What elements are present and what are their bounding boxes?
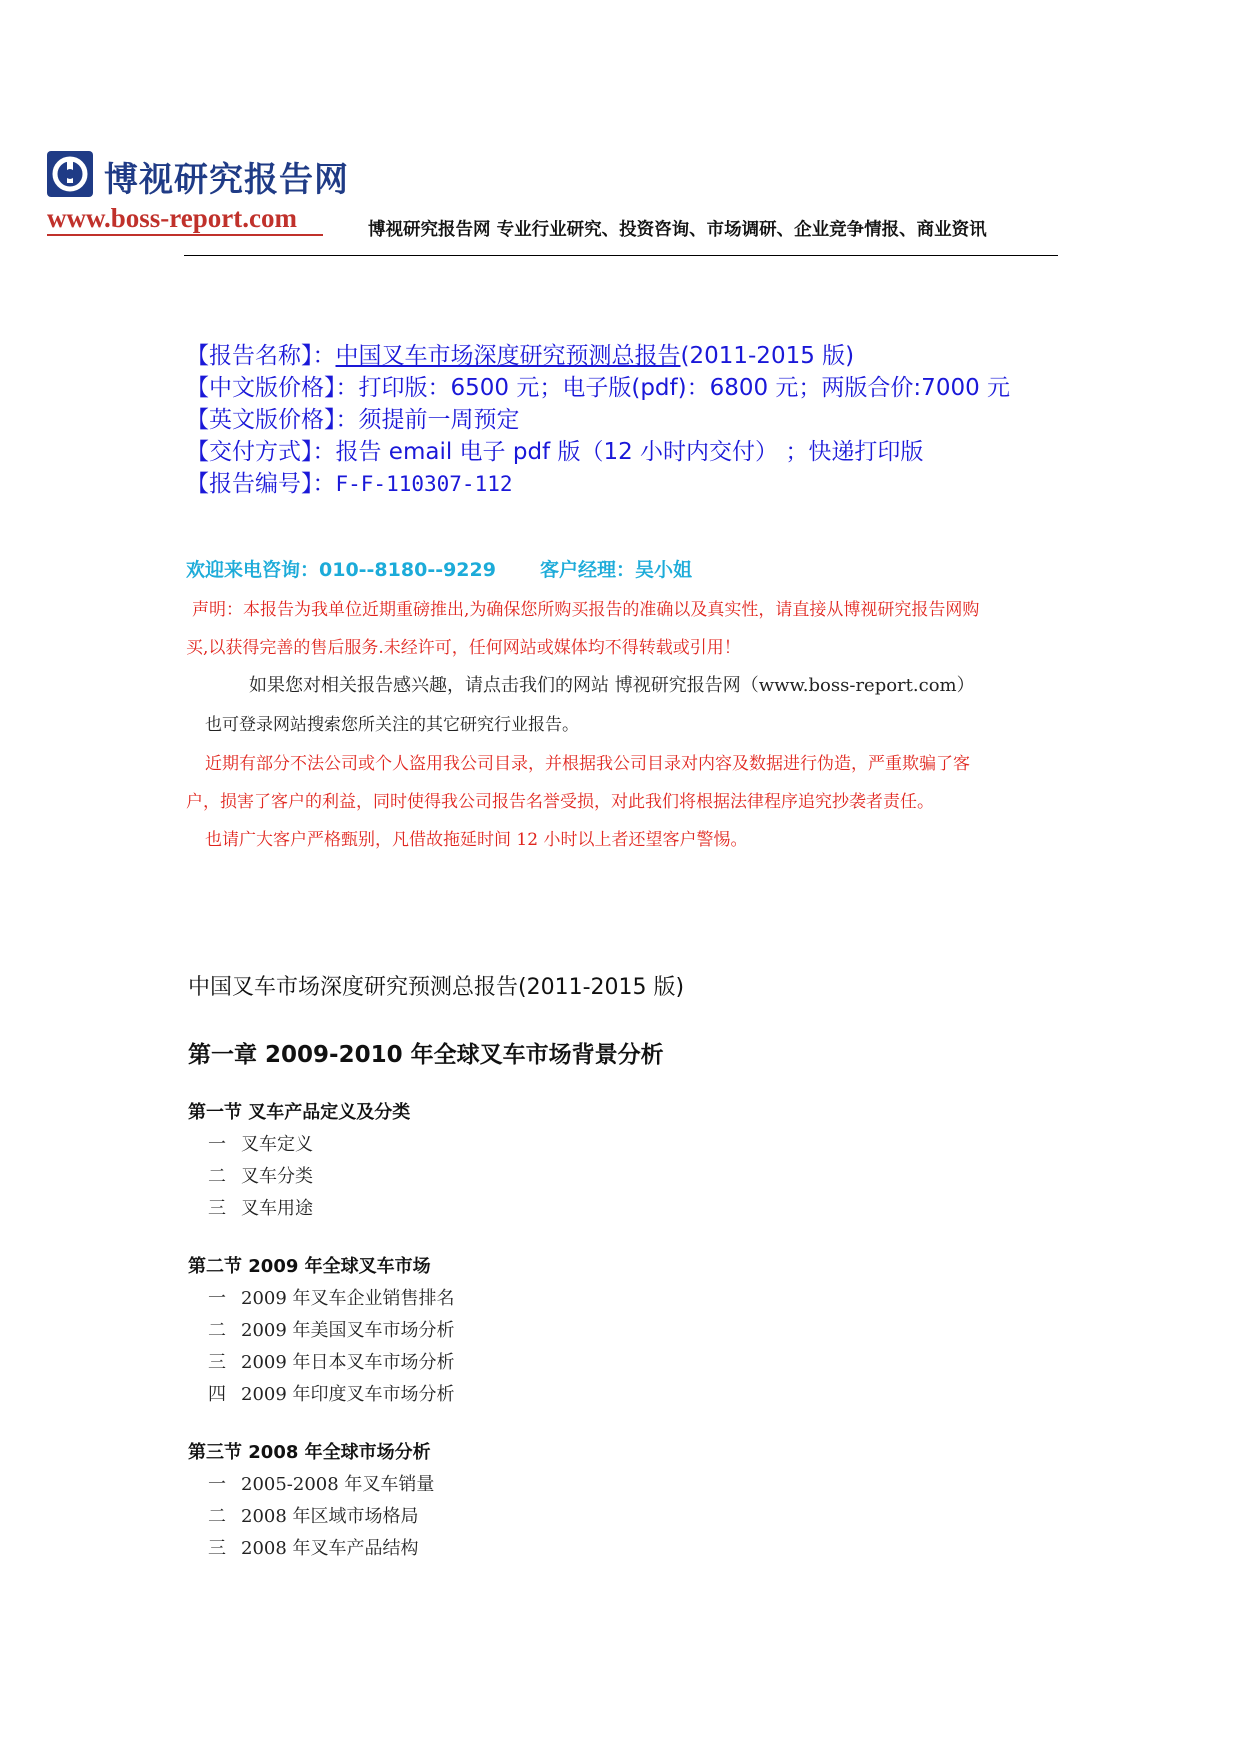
- section-2-heading: 第二节 2009 年全球叉车市场: [188, 1256, 431, 1277]
- warning-line-2: 户，损害了客户的利益，同时使得我公司报告名誉受损，对此我们将根据法律程序追究抄袭者责任。: [186, 792, 934, 812]
- warning-line-3: 也请广大客户严格甄别，凡借故拖延时间 12 小时以上者还望客户警惕。: [205, 830, 748, 850]
- toc-item: [208, 1162, 313, 1188]
- toc-item-text: 2008 年叉车产品结构: [241, 1538, 419, 1559]
- report-name-line: [186, 341, 854, 371]
- toc-title: 中国叉车市场深度研究预测总报告(2011-2015 版): [188, 975, 685, 1000]
- delivery-line: [186, 437, 923, 467]
- toc-item: [208, 1534, 419, 1560]
- delivery-label: 【交付方式】：: [186, 439, 336, 465]
- report-name-link[interactable]: 中国叉车市场深度研究预测总报告: [335, 343, 681, 369]
- toc-item: [208, 1348, 455, 1374]
- header-tagline: 博视研究报告网 专业行业研究、投资咨询、市场调研、企业竞争情报、商业资讯: [368, 220, 987, 240]
- statement-line-1: 声明：本报告为我单位近期重磅推出,为确保您所购买报告的准确以及真实性，请直接从博视研究报告网购: [192, 600, 980, 620]
- contact-manager: 客户经理：吴小姐: [539, 559, 692, 581]
- toc-item-number: 二: [208, 1166, 226, 1187]
- toc-item-number: 三: [208, 1538, 226, 1559]
- report-code-line: [186, 469, 513, 499]
- toc-item: [208, 1502, 419, 1528]
- warning-line-1: 近期有部分不法公司或个人盗用我公司目录，并根据我公司目录对内容及数据进行伪造，严重欺骗了客: [205, 754, 970, 774]
- logo-title: 博视研究报告网: [104, 160, 349, 200]
- toc-item-text: 2009 年印度叉车市场分析: [241, 1384, 455, 1405]
- toc-item: [208, 1470, 434, 1496]
- delivery-value: 报告 email 电子 pdf 版（12 小时内交付） ；快递打印版: [335, 439, 924, 465]
- toc-item: [208, 1284, 455, 1310]
- contact-line: [186, 555, 692, 582]
- toc-item-text: 2008 年区域市场格局: [241, 1506, 419, 1527]
- report-name-label: 【报告名称】：: [186, 343, 336, 369]
- toc-item: [208, 1316, 455, 1342]
- logo-url[interactable]: www.boss-report.com: [47, 203, 297, 233]
- cn-price-line: [186, 373, 1010, 403]
- logo-icon: [47, 151, 93, 197]
- toc-item-number: 一: [208, 1288, 226, 1309]
- cn-price-value: 打印版：6500 元；电子版(pdf)：6800 元；两版合价:7000 元: [358, 375, 1011, 401]
- toc-item: [208, 1380, 455, 1406]
- toc-item-text: 叉车定义: [241, 1134, 313, 1155]
- report-code-label: 【报告编号】：: [186, 471, 336, 497]
- toc-item-text: 叉车用途: [241, 1198, 313, 1219]
- header-divider: [184, 255, 1058, 256]
- interest-line-1: 如果您对相关报告感兴趣，请点击我们的网站 博视研究报告网（www.boss-report.com）: [249, 675, 975, 696]
- section-1-heading: 第一节 叉车产品定义及分类: [188, 1102, 411, 1123]
- toc-item-number: 二: [208, 1506, 226, 1527]
- toc-item-text: 2005-2008 年叉车销量: [241, 1474, 435, 1495]
- toc-item-number: 三: [208, 1352, 226, 1373]
- toc-item: [208, 1194, 313, 1220]
- en-price-value: 须提前一周预定: [358, 407, 520, 433]
- statement-line-2: 买,以获得完善的售后服务.未经许可，任何网站或媒体均不得转载或引用！: [186, 638, 741, 658]
- toc-item-number: 一: [208, 1134, 226, 1155]
- cn-price-label: 【中文版价格】：: [186, 375, 359, 401]
- logo-underline: [47, 234, 323, 236]
- contact-phone: 欢迎来电咨询：010--8180--9229: [186, 559, 496, 581]
- interest-line-2: 也可登录网站搜索您所关注的其它研究行业报告。: [205, 715, 579, 735]
- report-name-suffix: (2011-2015 版): [680, 343, 855, 369]
- chapter-1-heading: 第一章 2009-2010 年全球叉车市场背景分析: [188, 1042, 664, 1068]
- toc-item-number: 四: [208, 1384, 226, 1405]
- toc-item-text: 2009 年日本叉车市场分析: [241, 1352, 455, 1373]
- toc-item-text: 2009 年美国叉车市场分析: [241, 1320, 455, 1341]
- report-code-value: F-F-110307-112: [335, 472, 513, 496]
- en-price-label: 【英文版价格】：: [186, 407, 359, 433]
- toc-item-number: 一: [208, 1474, 226, 1495]
- section-3-heading: 第三节 2008 年全球市场分析: [188, 1442, 431, 1463]
- en-price-line: [186, 405, 520, 435]
- toc-item-number: 三: [208, 1198, 226, 1219]
- toc-item-text: 2009 年叉车企业销售排名: [241, 1288, 455, 1309]
- toc-item-number: 二: [208, 1320, 226, 1341]
- toc-item-text: 叉车分类: [241, 1166, 313, 1187]
- toc-item: [208, 1130, 313, 1156]
